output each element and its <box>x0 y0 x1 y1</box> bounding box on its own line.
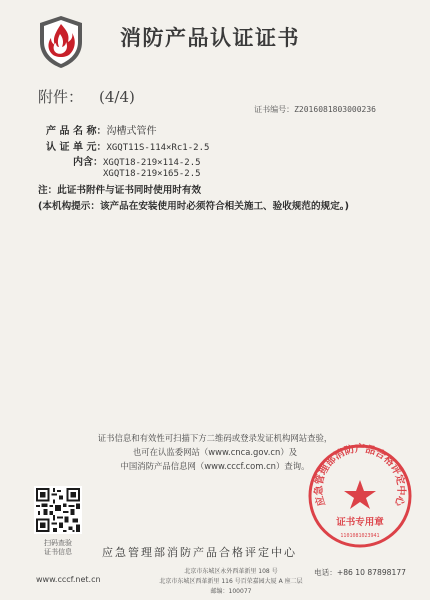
cert-unit-label: 认 证 单 元： <box>46 142 107 153</box>
attachment-text: 附件： <box>38 88 84 106</box>
fire-shield-logo-icon <box>36 14 86 70</box>
phone-number: 电话：+86 10 87898177 <box>314 568 406 577</box>
contains-row-2 <box>103 168 201 179</box>
stamp-serial: 1101081023941 <box>340 533 380 539</box>
contains-item: XGQT18-219×114-2.5 <box>103 158 201 168</box>
document-title: 消防产品认证证书 <box>120 26 300 50</box>
cert-unit-value: XGQT11S-114×Rc1-2.5 <box>106 143 210 153</box>
stamp-outer-text: 应急管理部消防产品合格评定中心 <box>313 443 407 508</box>
website-link[interactable]: www.cccf.net.cn <box>36 575 101 584</box>
cert-unit-row <box>46 138 209 153</box>
validity-note: 注：此证书附件与证书同时使用时有效 <box>38 185 202 196</box>
attachment-page: (4/4) <box>99 88 135 106</box>
institution-tip: (本机构提示：该产品在安装使用时必须符合相关施工、验收规范的规定。) <box>38 201 349 212</box>
address-line-1: 北京市东城区永外西革新里 108 号 <box>184 568 278 575</box>
product-name-label: 产 品 名 称： <box>46 126 107 137</box>
official-seal-stamp <box>306 442 414 550</box>
address-line-2: 北京市东城区西革新里 116 号百荣嘉园大厦 A 座二层 <box>159 578 303 585</box>
verify-line-2: 也可在认监委网站（www.cnca.gov.cn）及 <box>132 447 298 457</box>
qr-caption-2: 证书信息 <box>44 548 72 556</box>
issuing-organization: 应急管理部消防产品合格评定中心 <box>102 546 297 559</box>
attachment-label <box>38 86 135 107</box>
verify-line-3: 中国消防产品信息网（www.cccf.com.cn）查询。 <box>120 461 310 471</box>
postcode: 邮编：100077 <box>210 588 252 595</box>
contains-item: XGQT18-219×165-2.5 <box>103 169 201 179</box>
stamp-center-text: 证书专用章 <box>336 517 384 528</box>
qr-code-icon[interactable] <box>34 486 82 534</box>
contains-row <box>73 153 201 168</box>
contains-label: 内含： <box>73 157 103 168</box>
product-name-value: 沟槽式管件 <box>106 126 157 137</box>
qr-caption-1: 扫码查验 <box>44 539 72 547</box>
product-name-row <box>46 122 156 137</box>
verify-line-1: 证书信息和有效性可扫描下方二维码或登录发证机构网站查验， <box>97 433 333 443</box>
certificate-number: 证书编号：Z2016081803000236 <box>254 105 376 114</box>
